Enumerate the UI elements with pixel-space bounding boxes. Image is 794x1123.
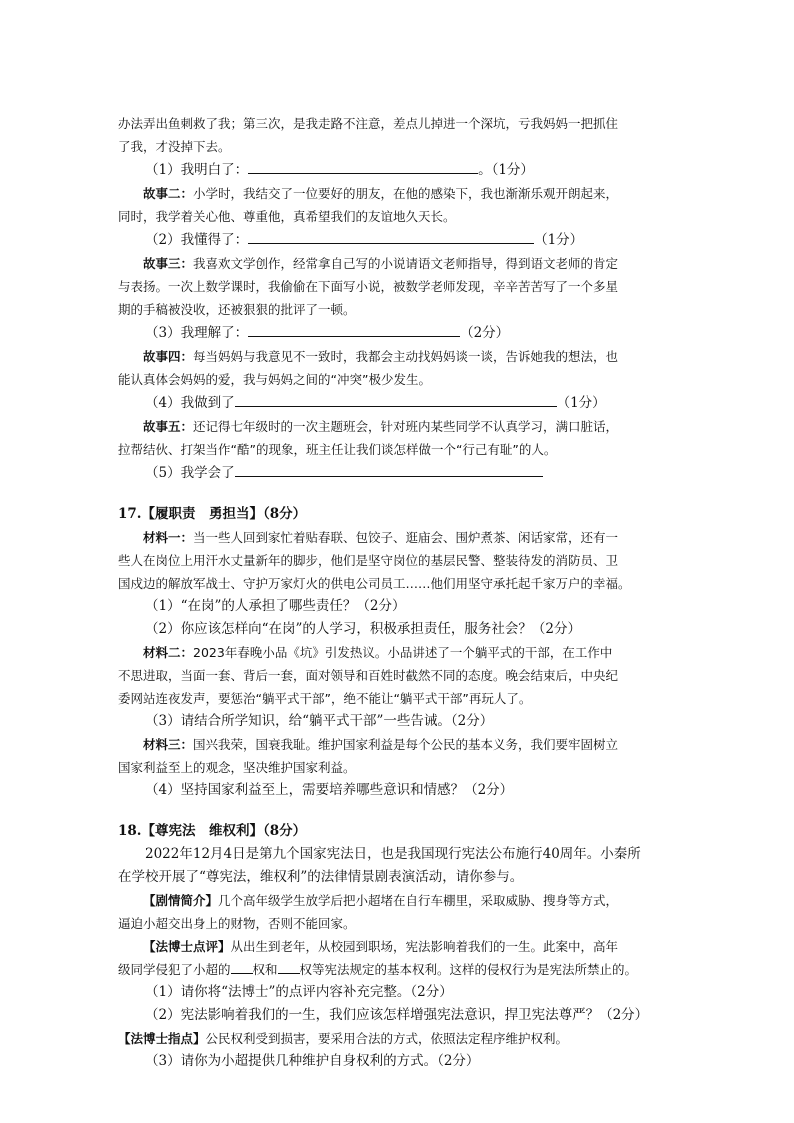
story-3: 故事三：我喜欢文学创作，经常拿自己写的小说请语文老师指导，得到语文老师的肯定 <box>143 256 619 271</box>
dr-law-comment: 【法博士点评】从出生到老年，从校园到职场，宪法影响着我们的一生。此案中，高年 <box>143 939 619 954</box>
material-2-cont: 委网站连夜发声，要惩治“躺平式干部”，绝不能让“躺平式干部”再玩人了。 <box>118 691 532 706</box>
story-5: 故事五：还记得七年级时的一次主题班会，针对班内某些同学不认真学习，满口脏话， <box>143 419 619 434</box>
section-18-intro-cont: 在学校开展了“尊宪法，维权利”的法律情景剧表演活动，请你参与。 <box>118 869 524 885</box>
material-1-cont: 国戍边的解放军战士、守护万家灯火的供电公司员工……他们用坚守承托起千家万户的幸福。 <box>118 576 631 591</box>
answer-blank[interactable] <box>278 961 300 974</box>
intro-line: 办法弄出鱼刺救了我；第三次，是我走路不注意，差点儿掉进一个深坑，亏我妈妈一把抓住 <box>118 116 619 131</box>
story-3-cont: 与表扬。一次上数学课时，我偷偷在下面写小说，被数学老师发现，辛辛苦苦写了一个多星 <box>118 279 619 294</box>
answer-blank[interactable] <box>248 158 478 174</box>
story-4: 故事四：每当妈妈与我意见不一致时，我都会主动找妈妈谈一谈，告诉她我的想法，也 <box>143 349 619 364</box>
question-1: （1）我明白了： 。（1分） <box>118 158 683 182</box>
story-5-cont: 拉帮结伙、打架当作“酷”的现象，班主任让我们谈怎样做一个“行己有耻”的人。 <box>118 442 557 457</box>
question-5: （5）我学会了 <box>118 461 683 485</box>
section-18-title: 18.【尊宪法 维权利】（8分） <box>118 823 307 839</box>
answer-blank[interactable] <box>231 961 253 974</box>
material-2: 材料二：2023年春晚小品《坑》引发热议。小品讲述了一个躺平式的干部，在工作中 <box>143 645 613 660</box>
story-2: 故事二：小学时，我结交了一位要好的朋友，在他的感染下，我也渐渐乐观开朗起来， <box>143 186 619 201</box>
question-4: （4）我做到了 （1分） <box>118 391 683 415</box>
question-17-4: （4）坚持国家利益至上，需要培养哪些意识和情感？（2分） <box>145 782 514 798</box>
answer-blank[interactable] <box>235 391 557 407</box>
material-3: 材料三：国兴我荣，国衰我耻。维护国家利益是每个公民的基本义务，我们要牢固树立 <box>143 737 619 752</box>
question-3: （3）我理解了： （2分） <box>118 321 683 345</box>
answer-blank[interactable] <box>235 461 543 477</box>
plot-brief-cont: 逼迫小超交出身上的财物，否则不能回家。 <box>118 916 356 931</box>
dr-law-guide: 【法博士指点】公民权利受到损害，要采用合法的方式，依照法定程序维护权利。 <box>118 1031 569 1046</box>
question-2: （2）我懂得了： （1分） <box>118 228 683 252</box>
story-3-cont: 期的手稿被没收，还被狠狠的批评了一顿。 <box>118 302 356 317</box>
answer-blank[interactable] <box>248 321 460 337</box>
question-17-3: （3）请结合所学知识，给“躺平式干部”一些告诫。（2分） <box>145 713 494 729</box>
question-17-2: （2）你应该怎样向“在岗”的人学习，积极承担责任，服务社会？（2分） <box>145 621 581 637</box>
story-2-cont: 同时，我学着关心他、尊重他，真希望我们的友谊地久天长。 <box>118 209 456 224</box>
question-17-1: （1）“在岗”的人承担了哪些责任？（2分） <box>145 598 406 614</box>
answer-blank[interactable] <box>248 228 534 244</box>
plot-brief: 【剧情简介】几个高年级学生放学后把小超堵在自行车棚里，采取威胁、搜身等方式， <box>143 893 619 908</box>
section-18-intro: 2022年12月4日是第九个国家宪法日，也是我国现行宪法公布施行40周年。小秦所 <box>145 846 641 862</box>
section-17-title: 17.【履职责 勇担当】（8分） <box>118 506 307 522</box>
material-1: 材料一：当一些人回到家忙着贴春联、包饺子、逛庙会、围炉煮茶、闲话家常，还有一 <box>143 530 619 545</box>
intro-line: 了我，才没掉下去。 <box>118 139 231 154</box>
story-4-cont: 能认真体会妈妈的爱，我与妈妈之间的“冲突”极少发生。 <box>118 372 431 387</box>
question-18-3: （3）请你为小超提供几种维护自身权利的方式。（2分） <box>145 1053 480 1069</box>
exam-page <box>118 112 683 1073</box>
question-18-1: （1）请你将“法博士”的点评内容补充完整。（2分） <box>145 984 453 1000</box>
material-2-cont: 不思进取，当面一套、背后一套，面对领导和百姓时截然不同的态度。晚会结束后，中央纪 <box>118 668 619 683</box>
material-1-cont: 些人在岗位上用汗水丈量新年的脚步，他们是坚守岗位的基层民警、整装待发的消防员、卫 <box>118 553 619 568</box>
question-18-2: （2）宪法影响着我们的一生，我们应该怎样增强宪法意识，捍卫宪法尊严？（2分） <box>145 1007 649 1023</box>
material-3-cont: 国家利益至上的观念，坚决维护国家利益。 <box>118 760 356 775</box>
dr-law-comment-cont: 级同学侵犯了小超的 权和 权等宪法规定的基本权利。这样的侵权行为是宪法所禁止的。 <box>118 962 638 977</box>
